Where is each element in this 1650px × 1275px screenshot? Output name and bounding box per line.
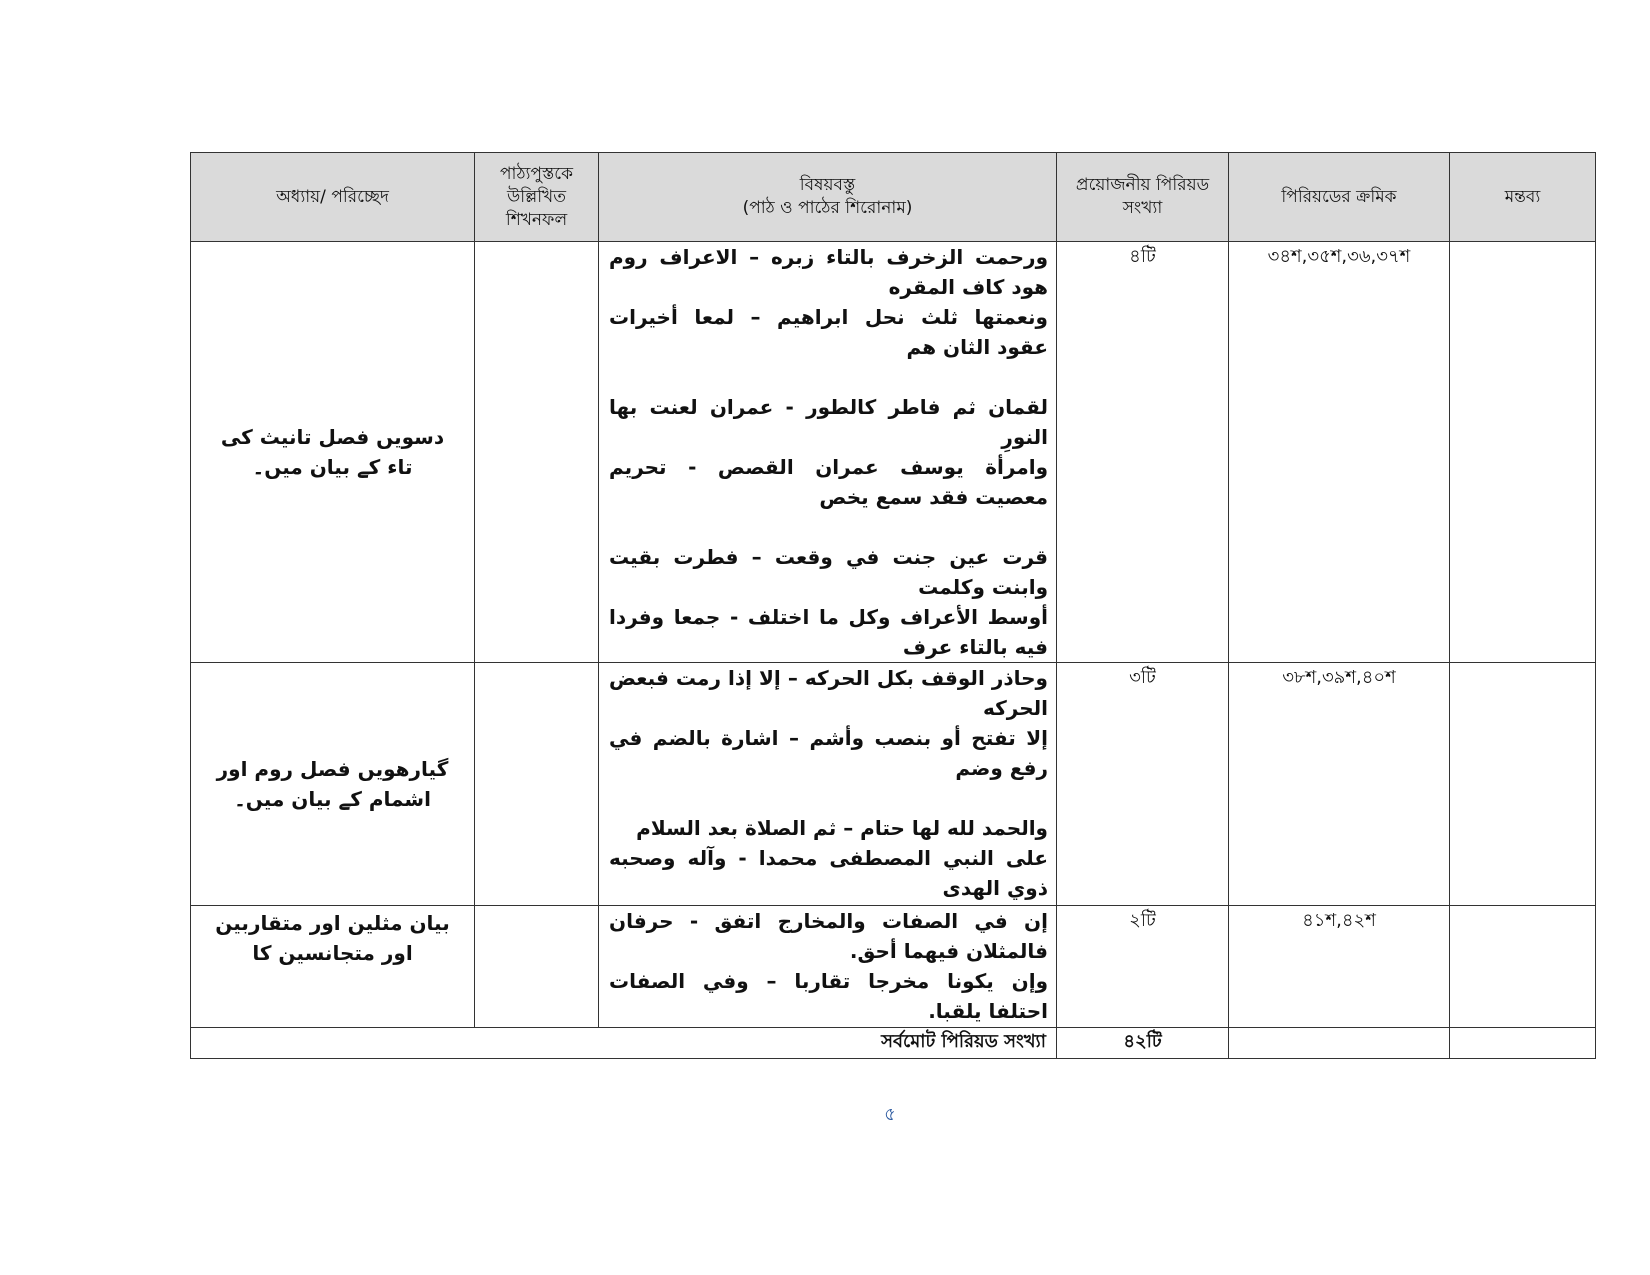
content-line: وحاذر الوقف بكل الحركه – إلا إذا رمت فبعض الحركه: [609, 666, 1048, 720]
total-sequence-cell: [1229, 1028, 1450, 1059]
total-value: ৪২টি: [1057, 1028, 1229, 1059]
total-row: [191, 1028, 1596, 1059]
content-cell: [599, 242, 1057, 663]
remarks-cell: [1450, 663, 1596, 906]
content-line: وامرأة يوسف عمران القصص - تحريم معصيت فقد سمع يخص: [609, 455, 1048, 509]
content-cell: [599, 663, 1057, 906]
header-chapter: অধ্যায়/ পরিচ্ছেদ: [191, 153, 475, 242]
header-learning-outcome: পাঠ্যপুস্তকে উল্লিখিত শিখনফল: [475, 153, 599, 242]
header-period-sequence: পিরিয়ডের ক্রমিক: [1229, 153, 1450, 242]
content-spacer: [609, 362, 1048, 392]
remarks-cell: [1450, 242, 1596, 663]
content-spacer: [609, 783, 1048, 813]
learning-outcome-cell: [475, 663, 599, 906]
periods-cell: ৪টি: [1057, 242, 1229, 663]
total-label: সর্বমোট পিরিয়ড সংখ্যা: [191, 1028, 1057, 1059]
content-line: أوسط الأعراف وكل ما اختلف - جمعا وفردا فيه بالتاء عرف: [609, 605, 1048, 659]
chapter-cell: دسویں فصل تانیث کی تاء کے بیان میں۔: [191, 242, 475, 663]
sequence-cell: ৪১শ,৪২শ: [1229, 906, 1450, 1028]
content-line: والحمد لله لها حتام – ثم الصلاة بعد السلام: [636, 816, 1048, 840]
header-row: [191, 153, 1596, 242]
content-line: ونعمتها ثلث نحل ابراهيم – لمعا أخيرات عقود الثان هم: [609, 305, 1048, 359]
page-number: ৫: [884, 1104, 896, 1125]
content-line: ورحمت الزخرف بالتاء زبره – الاعراف روم هود كاف المقره: [609, 245, 1048, 299]
periods-cell: ৩টি: [1057, 663, 1229, 906]
header-remarks: মন্তব্য: [1450, 153, 1596, 242]
header-required-periods: প্রয়োজনীয় পিরিয়ড সংখ্যা: [1057, 153, 1229, 242]
chapter-cell: بیان مثلین اور متقاربین اور متجانسین کا: [191, 906, 475, 1028]
chapter-cell: گیارهویں فصل روم اور اشمام کے بیان میں۔: [191, 663, 475, 906]
sequence-cell: ৩৪শ,৩৫শ,৩৬,৩৭শ: [1229, 242, 1450, 663]
table-row: [191, 242, 1596, 663]
content-line: إلا تفتح أو بنصب وأشم – اشارة بالضم في رفع وضم: [609, 726, 1048, 780]
header-content: বিষয়বস্তু (পাঠ ও পাঠের শিরোনাম): [599, 153, 1057, 242]
curriculum-table: [190, 152, 1596, 1059]
table-row: [191, 906, 1596, 1028]
content-line: قرت عين جنت في وقعت – فطرت بقيت وابنت وكلمت: [609, 545, 1048, 599]
periods-cell: ২টি: [1057, 906, 1229, 1028]
learning-outcome-cell: [475, 906, 599, 1028]
remarks-cell: [1450, 906, 1596, 1028]
total-remarks-cell: [1450, 1028, 1596, 1059]
table-row: [191, 663, 1596, 906]
content-line: على النبي المصطفى محمدا - وآله وصحبه ذوي الهدى: [609, 846, 1048, 900]
content-line: إن في الصفات والمخارج اتفق - حرفان فالمثلان فيهما أحق.: [609, 909, 1048, 963]
content-line: لقمان ثم فاطر كالطور - عمران لعنت بها النورِ: [609, 395, 1048, 449]
content-cell: [599, 906, 1057, 1028]
learning-outcome-cell: [475, 242, 599, 663]
sequence-cell: ৩৮শ,৩৯শ,৪০শ: [1229, 663, 1450, 906]
content-spacer: [609, 512, 1048, 542]
content-line: وإن يكونا مخرجا تقاربا – وفي الصفات احتلفا يلقبا.: [609, 969, 1048, 1023]
